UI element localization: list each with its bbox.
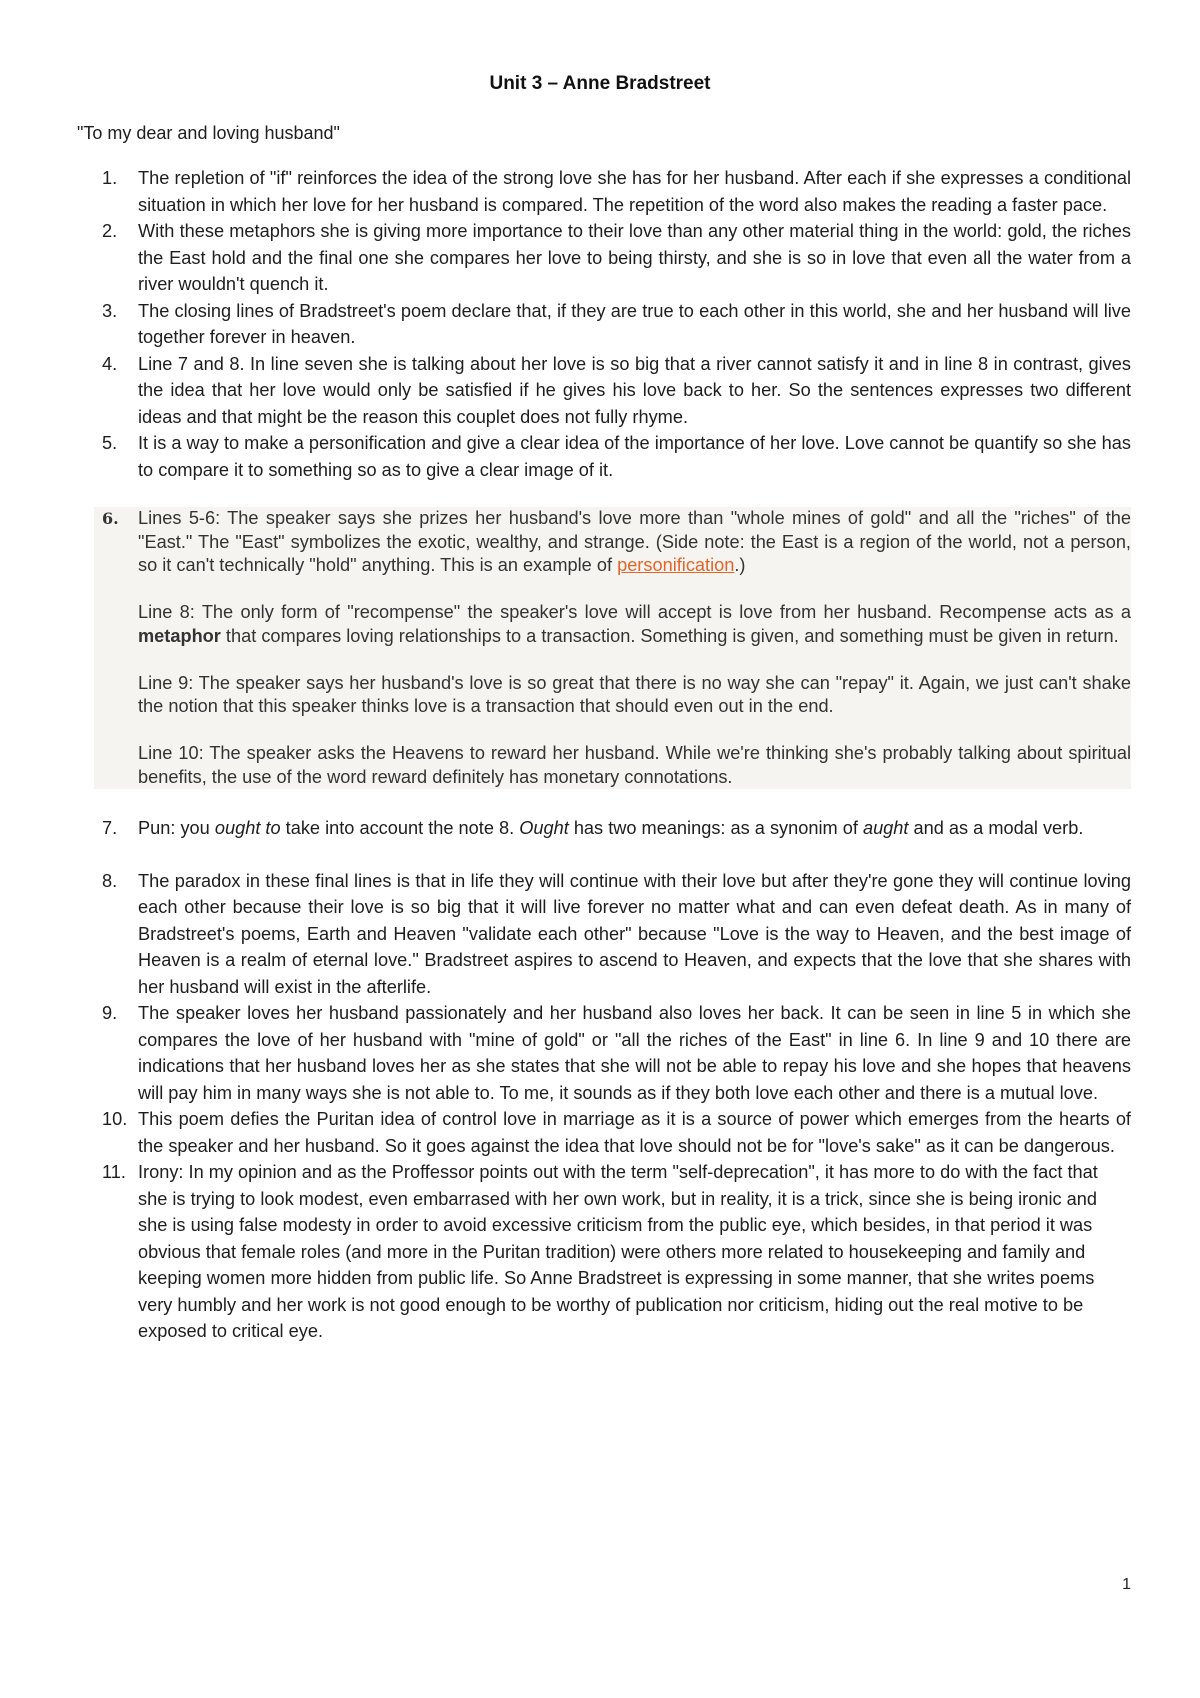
- poem-title: "To my dear and loving husband": [77, 123, 340, 143]
- item-text: It is a way to make a personification and give a clear idea of the importance of her love. Love cannot be quantify so she has to compare it to something so as to give a clear image of it.: [138, 433, 1131, 480]
- analysis-line-10: Line 10: The speaker asks the Heavens to reward her husband. While we're thinking she's probably talking about spiritual benefits, the use of the word reward definitely has monetary connotations.: [138, 743, 1131, 787]
- analysis-lines-5-6: Lines 5-6: The speaker says she prizes her husband's love more than "whole mines of gold" and all the "riches" of the "East." The "East" symbolizes the exotic, wealthy, and strange. (Side note: the East is a region of the world, not a person, so it can't technically "hold" anything. This is an example of personification.): [138, 508, 1131, 575]
- item-number: 5.: [102, 433, 118, 453]
- list-item: [94, 218, 1131, 298]
- item-text: The repletion of "if" reinforces the idea of the strong love she has for her husband. After each if she expresses a conditional situation in which her love for her husband is compared. The repetition of the word also makes the reading a faster pace.: [138, 168, 1131, 215]
- list-item: [94, 868, 1131, 1001]
- item-text: With these metaphors she is giving more importance to their love than any other material thing in the world: gold, the riches the East hold and the final one she compares her love to being thirsty, and she is so in love that even all the water from a river wouldn't quench it.: [138, 221, 1131, 294]
- item-number: 1.: [102, 168, 118, 188]
- item-number: 7.: [102, 818, 118, 838]
- item-number: 11.: [102, 1162, 126, 1182]
- metaphor-term: metaphor: [138, 625, 221, 646]
- item-text: This poem defies the Puritan idea of control love in marriage as it is a source of power which emerges from the hearts of the speaker and her husband. So it goes against the idea that love should not be for "love's sake" as it can be dangerous.: [138, 1109, 1131, 1156]
- list-item: [94, 298, 1131, 351]
- item-number: 2.: [102, 221, 118, 241]
- personification-link[interactable]: personification: [617, 555, 735, 575]
- item-number: 9.: [102, 1003, 118, 1023]
- list-item: 7. Pun: you ought to take into account the note 8. Ought has two meanings: as a synonim of aught and as a modal verb.: [94, 815, 1131, 842]
- item-text: The closing lines of Bradstreet's poem declare that, if they are true to each other in this world, she and her husband will live together forever in heaven.: [138, 300, 1131, 347]
- item-number: 3.: [102, 300, 118, 321]
- item-text: Irony: In my opinion and as the Proffessor points out with the term "self-deprecation", it has more to do with the fact that she is trying to look modest, even embarrased with her own work, but in reality, it is a trick, since she is being ironic and she is using false modesty in order to avoid excessive criticism from the public eye, which besides, in that period it was obvious that female roles (and more in the Puritan tradition) were others more related to housekeeping and family and keeping women more hidden from public life. So Anne Bradstreet is expressing in some manner, that she writes poems very humbly and her work is not good enough to be worthy of publication nor criticism, hiding out the real motive to be exposed to critical eye.: [138, 1162, 1098, 1341]
- item-number: 6.: [102, 509, 119, 528]
- list-item: [94, 1106, 1131, 1159]
- item-number: 10.: [102, 1109, 128, 1129]
- item-text: The speaker loves her husband passionately and her husband also loves her back. It can be seen in line 5 in which she compares the love of her husband with "mine of gold" or "all the riches of the East" in line 6. In line 9 and 10 there are indications that her husband loves her as she states that she will not be able to repay his love and she hopes that heavens will pay him in many ways she is not able to. To me, it sounds as if they both love each other and there is a mutual love.: [138, 1003, 1131, 1103]
- item-number: 8.: [102, 870, 118, 891]
- list-item: [94, 351, 1131, 431]
- list-item-quoted-analysis: [94, 507, 1131, 789]
- list-item: [94, 165, 1131, 218]
- list-item: [94, 430, 1131, 483]
- analysis-line-8: Line 8: The only form of "recompense" the speaker's love will accept is love from her husband. Recompense acts as a metaphor that compares loving relationships to a transaction. Something is given, and something must be given in return.: [138, 602, 1131, 646]
- page-title: Unit 3 – Anne Bradstreet: [489, 73, 711, 94]
- analysis-line-9: Line 9: The speaker says her husband's love is so great that there is no way she can "repay" it. Again, we just can't shake the notion that this speaker thinks love is a transaction that should even out in the end.: [138, 672, 1131, 716]
- answer-list: [94, 165, 1131, 1345]
- page-number: 1: [1122, 1576, 1131, 1593]
- item-text: Line 7 and 8. In line seven she is talking about her love is so big that a river cannot satisfy it and in line 8 in contrast, gives the idea that her love would only be satisfied if he gives his love back to her. So the sentences expresses two different ideas and that might be the reason this couplet does not fully rhyme.: [138, 353, 1131, 427]
- list-item: [94, 1000, 1131, 1106]
- list-item: [94, 1159, 1131, 1345]
- item-text: The paradox in these final lines is that in life they will continue with their love but after they're gone they will continue loving each other because their love is so big that it will live forever no matter what and can even defeat death. As in many of Bradstreet's poems, Earth and Heaven "validate each other" because "Love is the way to Heaven, and the best image of Heaven is a realm of eternal love." Bradstreet aspires to ascend to Heaven, and expects that the love that she shares with her husband will exist in the afterlife.: [138, 870, 1131, 997]
- item-number: 4.: [102, 353, 118, 374]
